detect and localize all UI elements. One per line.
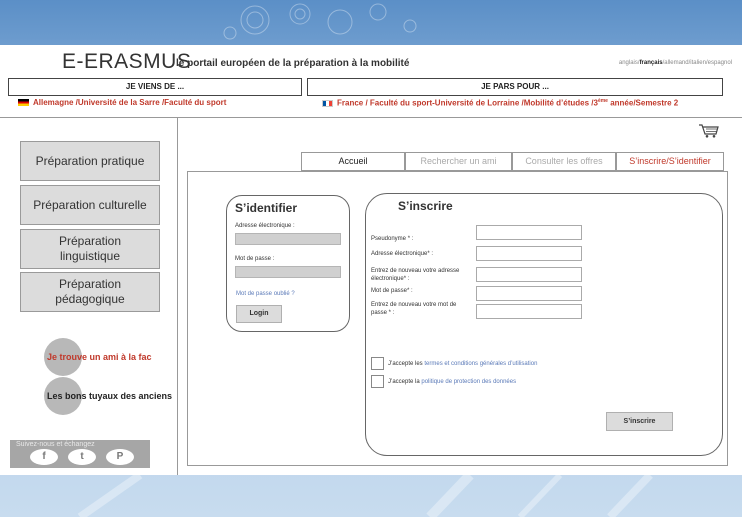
twitter-icon[interactable]: t [68,449,96,465]
lang-english[interactable]: anglais [618,60,638,66]
tips-link[interactable]: Les bons tuyaux des anciens [47,391,173,401]
social-text: Suivez-nous et échangez [16,441,95,448]
privacy-link[interactable]: politique de protection des données [421,379,517,385]
tab-signup-login[interactable]: S’inscrire/S’identifier [616,152,724,171]
privacy-prefix: J’accepte la [388,379,420,385]
sidebar-divider [177,117,178,475]
language-selector [619,60,732,66]
privacy-text [388,379,516,385]
facebook-icon[interactable]: f [30,449,58,465]
page-canvas [0,45,742,475]
email-input[interactable] [476,246,582,261]
header-divider [0,117,742,118]
social-bar [10,440,150,468]
password-label: Mot de passe* : [371,288,413,294]
destination-breadcrumb-suffix[interactable]: année/Semestre 2 [607,98,679,108]
destination-breadcrumb [322,98,678,108]
pseudonym-label: Pseudonyme * : [371,236,414,242]
lang-separator: / [662,60,665,66]
destination-selector[interactable]: JE PARS POUR ... [307,78,723,96]
origin-breadcrumb-text[interactable]: Allemagne /Université de la Sarre /Faculté du sport [33,98,227,107]
site-header [0,45,742,75]
find-friend-link[interactable]: Je trouve un ami à la fac [47,352,152,362]
forgot-password-link[interactable]: Mot de passe oublié ? [236,291,295,297]
pseudonym-input[interactable] [476,225,582,240]
register-title: S’inscrire [398,199,453,213]
lang-separator: / [688,60,691,66]
privacy-checkbox[interactable] [371,375,384,388]
sidebar-item-practical[interactable]: Préparation pratique [20,141,160,181]
lang-italian[interactable]: italien [690,60,706,66]
email-confirm-label: Entrez de nouveau votre adresse électronique* : [371,268,460,282]
login-button[interactable]: Login [236,305,282,323]
sidebar-item-linguistic[interactable]: Préparation linguistique [20,229,160,269]
email-confirm-input[interactable] [476,267,582,282]
origin-selector[interactable]: JE VIENS DE ... [8,78,302,96]
terms-checkbox[interactable] [371,357,384,370]
destination-breadcrumb-text[interactable]: France / Faculté du sport-Université de Lorraine /Mobilité d’études /3 [337,98,598,108]
lang-french[interactable]: français [639,60,663,66]
password-input[interactable] [476,286,582,301]
terms-prefix: J’accepte les [388,361,423,367]
login-title: S’identifier [235,201,298,215]
login-email-label: Adresse électronique : [235,223,295,229]
lang-spanish[interactable]: espagnol [707,60,732,66]
login-email-input[interactable] [235,233,341,245]
pinterest-icon[interactable]: P [106,449,134,465]
register-button[interactable]: S’inscrire [606,412,673,431]
password-confirm-label: Entrez de nouveau votre mot de passe * : [371,302,457,316]
origin-breadcrumb [18,98,226,107]
site-logo[interactable]: E-ERASMUS [62,50,192,73]
email-label: Adresse électronique* : [371,251,434,257]
sidebar-item-cultural[interactable]: Préparation culturelle [20,185,160,225]
germany-flag-icon [18,99,29,106]
site-tagline: le portail européen de la préparation à la mobilité [176,58,410,69]
shopping-cart-icon[interactable] [698,124,720,138]
password-confirm-input[interactable] [476,304,582,319]
france-flag-icon [322,100,333,107]
tab-find-friend[interactable]: Rechercher un ami [405,152,512,171]
destination-breadcrumb-sup: ème [597,98,608,104]
sidebar-item-pedagogic[interactable]: Préparation pédagogique [20,272,160,312]
login-password-label: Mot de passe : [235,256,275,262]
tab-home[interactable]: Accueil [301,152,405,171]
login-password-input[interactable] [235,266,341,278]
tab-offers[interactable]: Consulter les offres [512,152,616,171]
lang-german[interactable]: allemand [664,60,689,66]
terms-link[interactable]: termes et conditions générales d’utilisation [424,361,538,367]
lang-separator: / [637,60,640,66]
terms-text [388,361,537,367]
lang-separator: / [705,60,708,66]
